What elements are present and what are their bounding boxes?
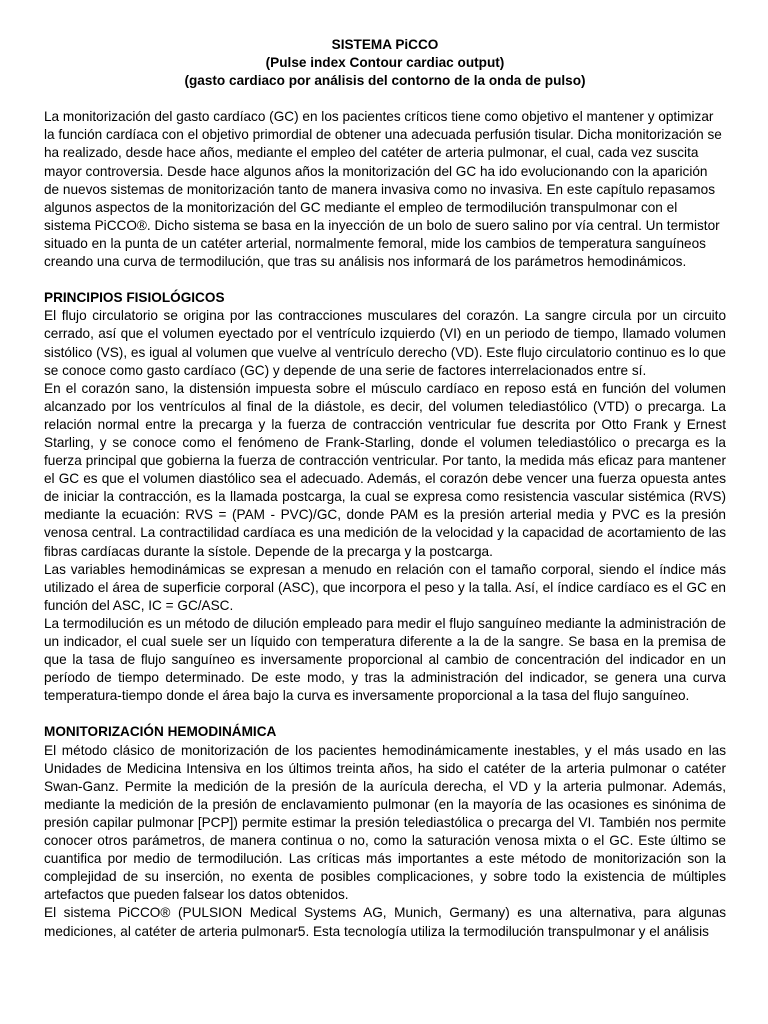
- intro-paragraph: La monitorización del gasto cardíaco (GC) en los pacientes críticos tiene como objetivo el mantener y optimizar la función cardíaca con el objetivo primordial de obtener una adecuada perfusión tisular. Dicha monitorización se ha realizado, desde hace años, mediante el empleo del catéter de arteria pulmonar, el cual, cada vez suscita mayor controversia. Desde hace algunos años la monitorización del GC ha ido evolucionando con la aparición de nuevos sistemas de monitorización tanto de manera invasiva como no invasiva. En este capítulo repasamos algunos aspectos de la monitorización del GC mediante el empleo de termodilución transpulmonar con el sistema PiCCO®. Dicho sistema se basa en la inyección de un bolo de suero salino por vía central. Un termistor situado en la punta de un catéter arterial, normalmente femoral, mide los cambios de temperatura sanguíneos creando una curva de termodilución, que tras su análisis nos informará de los parámetros hemodinámicos.: [44, 109, 722, 270]
- title-block: [44, 36, 726, 90]
- paragraph: La termodilución es un método de dilución empleado para medir el flujo sanguíneo mediante la administración de un indicador, el cual suele ser un líquido con temperatura diferente a la de la sangre. Se basa en la premisa de que la tasa de flujo sanguíneo es inversamente proporcional al cambio de concentración del indicador en un período de tiempo determinado. De este modo, y tras la administración del indicador, se genera una curva temperatura-tiempo donde el área bajo la curva es inversamente proporcional a la tasa del flujo sanguíneo.: [44, 615, 726, 704]
- paragraph: El sistema PiCCO® (PULSION Medical Systems AG, Munich, Germany) es una alternativa, para algunas mediciones, al catéter de arteria pulmonar5. Esta tecnología utiliza la termodilución transpulmonar y el análisis: [44, 905, 726, 939]
- section-heading-principios: PRINCIPIOS FISIOLÓGICOS: [44, 290, 225, 306]
- paragraph: El método clásico de monitorización de los pacientes hemodinámicamente inestables, y el más usado en las Unidades de Medicina Intensiva en los últimos treinta años, ha sido el catéter de la arteria pulmonar o catéter Swan-Ganz. Permite la medición de la presión de la aurícula derecha, el VD y la arteria pulmonar. Además, mediante la medición de la presión de enclavamiento pulmonar (en la mayoría de las ocasiones es sinónima de presión capilar pulmonar [PCP]) permite estimar la presión telediastólica o precarga del VI. También nos permite conocer otros parámetros, de manera continua o no, como la saturación venosa mixta o el GC. Este último se cuantifica por medio de termodilución. Las críticas más importantes a este método de monitorización son la complejidad de su inserción, no exenta de posibles complicaciones, y sobre todo la existencia de múltiples artefactos que pueden falsear los datos obtenidos.: [44, 742, 726, 903]
- spacer: [44, 705, 726, 723]
- document-page: [44, 36, 726, 941]
- document-subtitle-english: (Pulse index Contour cardiac output): [265, 55, 505, 71]
- paragraph: Las variables hemodinámicas se expresan a menudo en relación con el tamaño corporal, siendo el índice más utilizado el área de superficie corporal (ASC), que incorpora el peso y la talla. Así, el índice cardíaco es el GC en función del ASC, IC = GC/ASC.: [44, 561, 726, 613]
- spacer: [44, 271, 726, 289]
- paragraph: El flujo circulatorio se origina por las contracciones musculares del corazón. La sangre circula por un circuito cerrado, así que el volumen eyectado por el ventrículo izquierdo (VI) en un periodo de tiempo, llamado volumen sistólico (VS), es igual al volumen que vuelve al ventrículo derecho (VD). Este flujo circulatorio continuo es lo que se conoce como gasto cardíaco (GC) y depende de una serie de factores interrelacionados entre sí.: [44, 308, 726, 378]
- document-subtitle-spanish: (gasto cardiaco por análisis del contorno de la onda de pulso): [184, 73, 586, 89]
- document-title: SISTEMA PiCCO: [331, 37, 439, 52]
- paragraph: En el corazón sano, la distensión impuesta sobre el músculo cardíaco en reposo está en función del volumen alcanzado por los ventrículos al final de la diástole, es decir, del volumen telediastólico (VTD) o precarga. La relación normal entre la precarga y la fuerza de contracción ventricular fue descrita por Otto Frank y Ernest Starling, y se conoce como el fenómeno de Frank-Starling, donde el volumen telediastólico o precarga es la fuerza principal que gobierna la fuerza de contracción ventricular. Por tanto, la medida más eficaz para mantener el GC es que el volumen diastólico sea el adecuado. Además, el corazón debe vencer una fuerza opuesta antes de iniciar la contracción, es la llamada postcarga, la cual se expresa como resistencia vascular sistémica (RVS) mediante la ecuación: RVS = (PAM - PVC)/GC, donde PAM es la presión arterial media y PVC es la presión venosa central. La contractilidad cardíaca es una medición de la velocidad y la capacidad de acortamiento de las fibras cardíacas durante la sístole. Depende de la precarga y la postcarga.: [44, 380, 726, 559]
- section-heading-monitorizacion: MONITORIZACIÓN HEMODINÁMICA: [44, 724, 277, 740]
